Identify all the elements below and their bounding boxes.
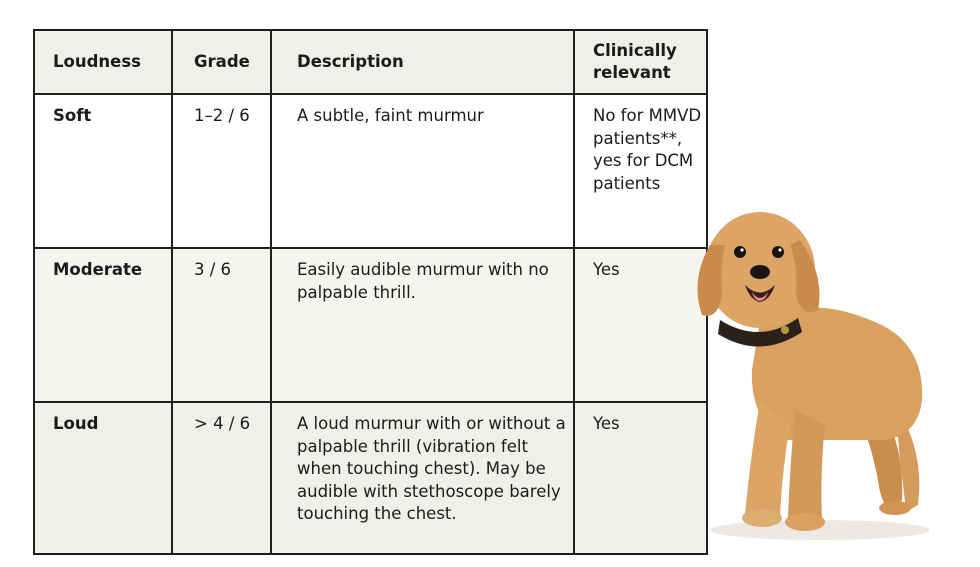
header-clinically-relevant: Clinically relevant [574,30,707,94]
cell-grade: > 4 / 6 [172,402,271,554]
cell-loudness: Loud [34,402,172,554]
cell-relevant: Yes [574,248,707,402]
cell-grade: 3 / 6 [172,248,271,402]
dog-photo [690,200,950,545]
cell-relevant: Yes [574,402,707,554]
cell-description: Easily audible murmur with no palpable thrill. [271,248,574,402]
cell-loudness: Moderate [34,248,172,402]
table-row [34,94,707,248]
header-grade: Grade [172,30,271,94]
cell-grade: 1–2 / 6 [172,94,271,248]
cell-description: A loud murmur with or without a palpable thrill (vibration felt when touching chest). May be audible with stethoscope barely touching the chest. [271,402,574,554]
table-row [34,402,707,554]
table-header-row [34,30,707,94]
murmur-grade-table [33,29,708,555]
header-description: Description [271,30,574,94]
cell-loudness: Soft [34,94,172,248]
table-row [34,248,707,402]
cell-description: A subtle, faint murmur [271,94,574,248]
header-loudness: Loudness [34,30,172,94]
cell-relevant: No for MMVD patients**, yes for DCM patients [574,94,707,248]
